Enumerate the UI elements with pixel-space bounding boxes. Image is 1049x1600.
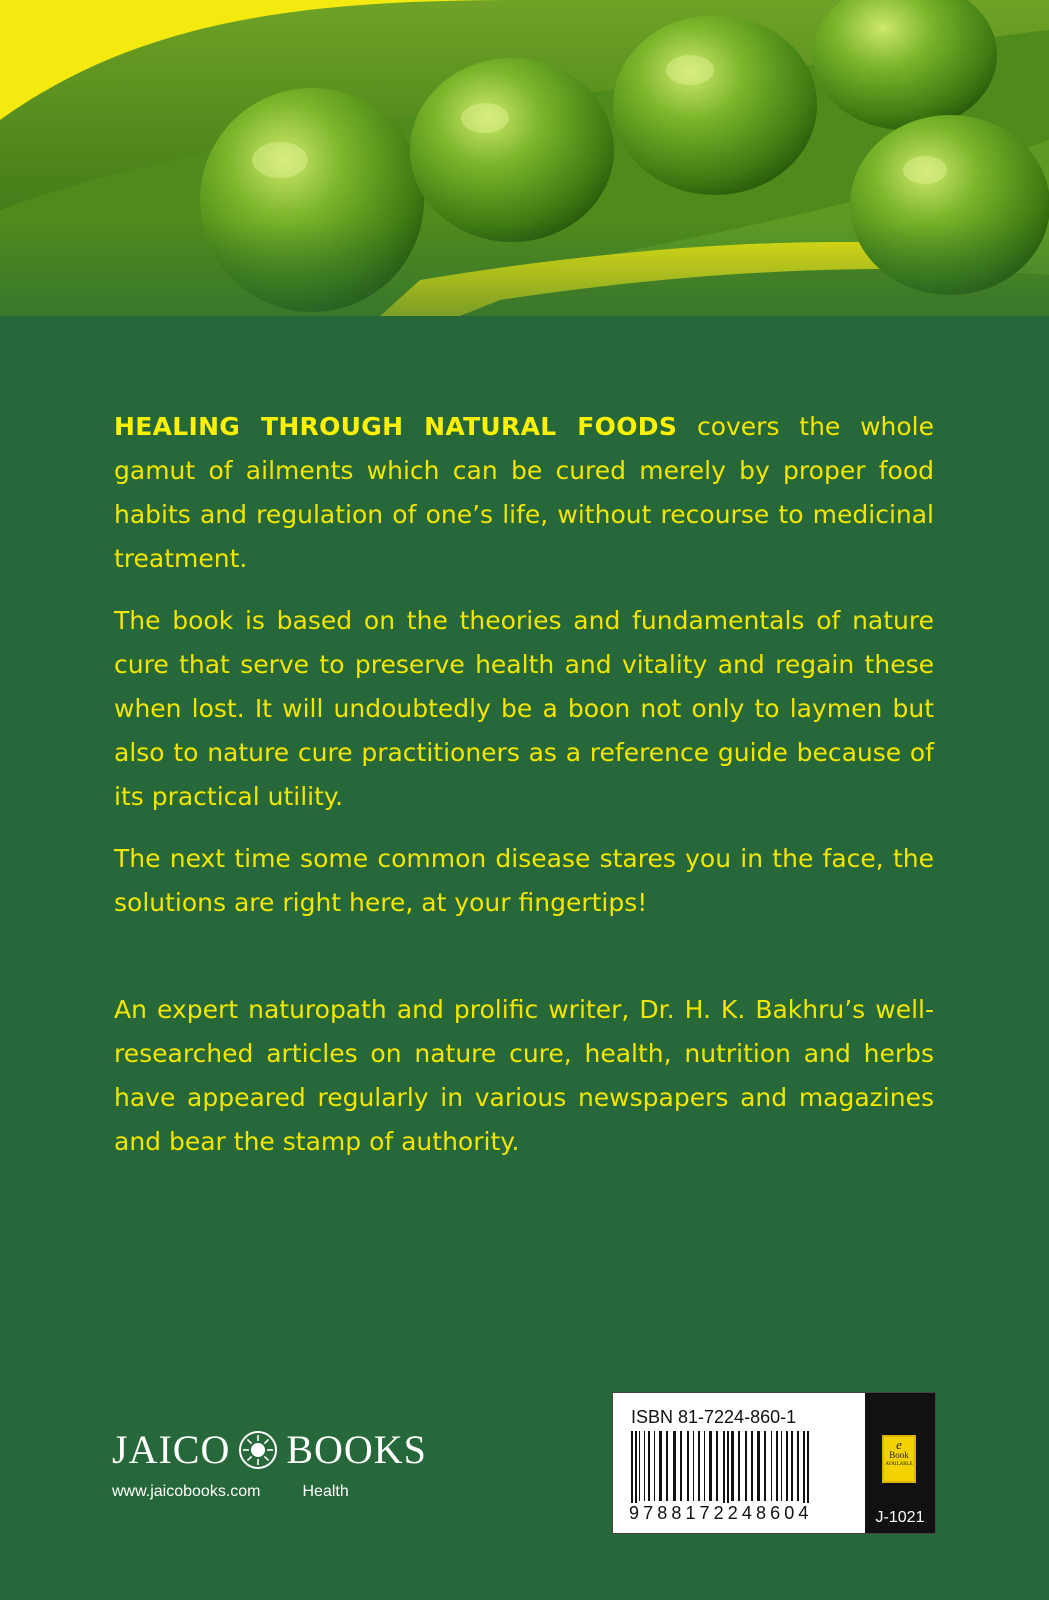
barcode-bar [716,1431,718,1501]
barcode-bar [751,1431,753,1501]
author-bio: An expert naturopath and prolific writer, Dr. H. K. Bakhru’s well-researched articles on nature cure, health, nutrition and herbs have appeared regularly in various newspapers and magazines and bear the stamp of authority. [114,995,934,1156]
catalog-code: J-1021 [875,1509,925,1526]
isbn-label: ISBN 81-7224-860-1 [631,1407,797,1427]
barcode-bar [771,1431,772,1501]
barcode-bar [757,1431,760,1501]
publisher-logo [112,1426,472,1473]
cover-hero-image [0,0,1049,316]
barcode-bar [635,1431,637,1509]
barcode-bar [745,1431,747,1501]
barcode-bar [786,1431,788,1501]
publisher-name-left: JAICO [112,1427,231,1472]
publisher-name-right: BOOKS [286,1427,427,1472]
barcode-bar [648,1431,650,1501]
barcode-bar [687,1431,689,1501]
barcode-bar [693,1431,694,1501]
publisher-block [112,1426,472,1501]
barcode-bar [776,1431,778,1501]
barcode-bar [666,1431,668,1501]
barcode-bar [631,1431,633,1509]
barcode-bar [731,1431,734,1501]
back-cover-blurb [114,405,934,943]
publisher-website: www.jaicobooks.com [112,1483,261,1500]
barcode-bar [723,1431,725,1509]
barcode-bar [644,1431,645,1501]
barcode-bar [791,1431,793,1501]
book-title-lead: HEALING THROUGH NATURAL FOODS [114,412,678,441]
blurb-paragraph-1 [114,405,934,581]
ebook-badge-book: Book [889,1450,909,1460]
barcode-bar [698,1431,700,1501]
barcode-bar [807,1431,809,1509]
barcode-bar [659,1431,662,1501]
ebook-panel [865,1393,935,1533]
barcode-bar [639,1431,640,1501]
book-category: Health [302,1483,349,1500]
barcode-bar [738,1431,740,1501]
ebook-badge-available: AVAILABLE [885,1462,913,1467]
barcode-bar [797,1431,799,1501]
publisher-meta [112,1483,472,1501]
sun-emblem-icon [238,1430,278,1470]
barcode-bar [709,1431,712,1501]
peas-pod-illustration [0,0,1049,316]
barcode-bar [654,1431,655,1501]
ebook-available-badge [882,1435,916,1483]
barcode-bar [704,1431,705,1501]
barcode-number: 9788172248604 [629,1503,867,1524]
barcode-bar [764,1431,766,1501]
blurb-paragraph-1-text: covers the whole gamut of ailments which can be cured merely by proper food habits and regulation of one’s life, without recourse to medicinal treatment. [114,412,934,573]
blurb-paragraph-3: The next time some common disease stares you in the face, the solutions are right here, at your fingertips! [114,844,934,917]
barcode-bar [680,1431,682,1501]
blurb-paragraph-2: The book is based on the theories and fundamentals of nature cure that serve to preserve health and vitality and regain these when lost. It will undoubtedly be a boon not only to laymen but also to nature cure practitioners as a reference guide because of its practical utility. [114,606,934,811]
ebook-badge-e: e [896,1437,902,1452]
barcode-bar [673,1431,676,1501]
barcode-bar [727,1431,729,1509]
barcode-panel [612,1392,936,1534]
barcode-bar [781,1431,782,1501]
barcode-bars [627,1431,863,1509]
barcode-bar [803,1431,805,1509]
